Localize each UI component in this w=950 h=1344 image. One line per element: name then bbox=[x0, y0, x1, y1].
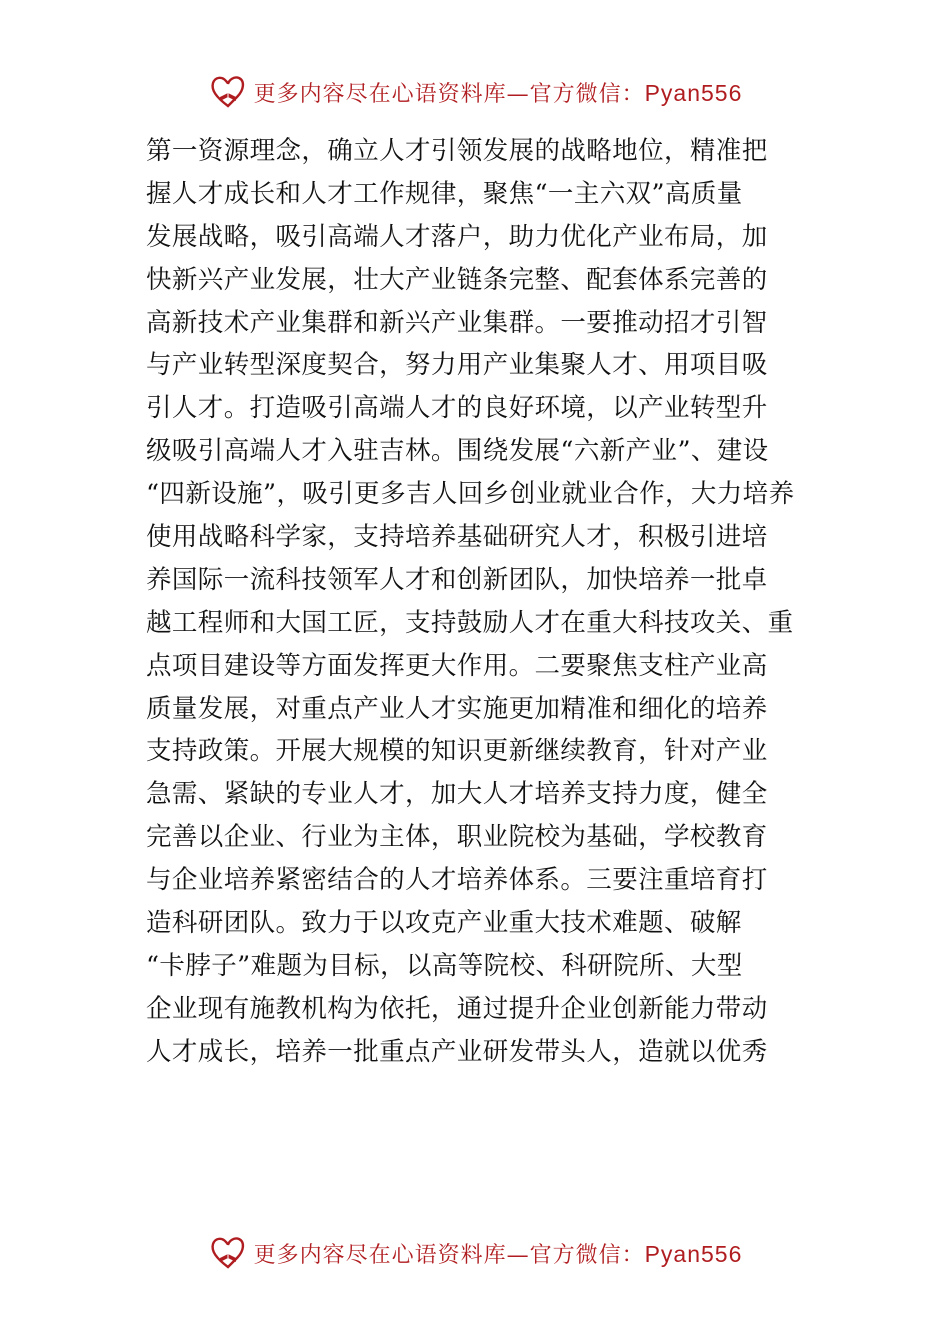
paragraph-line: 企业现有施教机构为依托，通过提升企业创新能力带动 bbox=[146, 993, 768, 1024]
paragraph-line: 质量发展，对重点产业人才实施更加精准和细化的培养 bbox=[146, 693, 768, 724]
paragraph-line: 完善以企业、行业为主体，职业院校为基础，学校教育 bbox=[146, 822, 768, 853]
paragraph-line: 养国际一流科技领军人才和创新团队，加快培养一批卓 bbox=[146, 564, 768, 595]
paragraph-line: 级吸引高端人才入驻吉林。围绕发展“六新产业”、建设 bbox=[146, 436, 769, 467]
paragraph-line: “卡脖子”难题为目标，以高等院校、科研院所、大型 bbox=[146, 950, 743, 981]
paragraph-line: 高新技术产业集群和新兴产业集群。一要推动招才引智 bbox=[146, 307, 768, 338]
paragraph-line: 引人才。打造吸引高端人才的良好环境，以产业转型升 bbox=[146, 393, 768, 424]
footer-banner-text: 更多内容尽在心语资料库—官方微信：Pyan556 bbox=[253, 1240, 743, 1268]
paragraph-line: 发展战略，吸引高端人才落户，助力优化产业布局，加 bbox=[146, 221, 768, 252]
paragraph-line: 与企业培养紧密结合的人才培养体系。三要注重培育打 bbox=[146, 865, 768, 896]
paragraph-line: 支持政策。开展大规模的知识更新继续教育，针对产业 bbox=[146, 736, 768, 767]
paragraph-line: 使用战略科学家，支持培养基础研究人才，积极引进培 bbox=[146, 522, 768, 553]
paragraph-line: 点项目建设等方面发挥更大作用。二要聚焦支柱产业高 bbox=[146, 650, 768, 681]
document-body bbox=[146, 130, 816, 1074]
paragraph-line: “四新设施”，吸引更多吉人回乡创业就业合作，大力培养 bbox=[146, 479, 795, 510]
header-wechat-id: Pyan556 bbox=[644, 79, 743, 106]
footer-banner bbox=[0, 1231, 950, 1275]
heart-book-logo-icon bbox=[208, 1233, 248, 1273]
paragraph-line: 人才成长，培养一批重点产业研发带头人，造就以优秀 bbox=[146, 1036, 768, 1067]
paragraph-line: 第一资源理念，确立人才引领发展的战略地位，精准把 bbox=[146, 136, 768, 166]
paragraph-line: 握人才成长和人才工作规律，聚焦“一主六双”高质量 bbox=[146, 178, 743, 209]
footer-wechat-id: Pyan556 bbox=[644, 1240, 743, 1267]
header-banner bbox=[0, 70, 950, 114]
paragraph-line: 急需、紧缺的专业人才，加大人才培养支持力度，健全 bbox=[146, 779, 768, 810]
heart-book-logo-icon bbox=[208, 72, 248, 112]
header-banner-text: 更多内容尽在心语资料库—官方微信：Pyan556 bbox=[253, 79, 743, 107]
paragraph-line: 与产业转型深度契合，努力用产业集聚人才、用项目吸 bbox=[146, 350, 768, 381]
paragraph-line: 越工程师和大国工匠，支持鼓励人才在重大科技攻关、重 bbox=[146, 607, 794, 638]
paragraph-line: 快新兴产业发展，壮大产业链条完整、配套体系完善的 bbox=[146, 264, 768, 295]
paragraph-line: 造科研团队。致力于以攻克产业重大技术难题、破解 bbox=[146, 908, 742, 939]
